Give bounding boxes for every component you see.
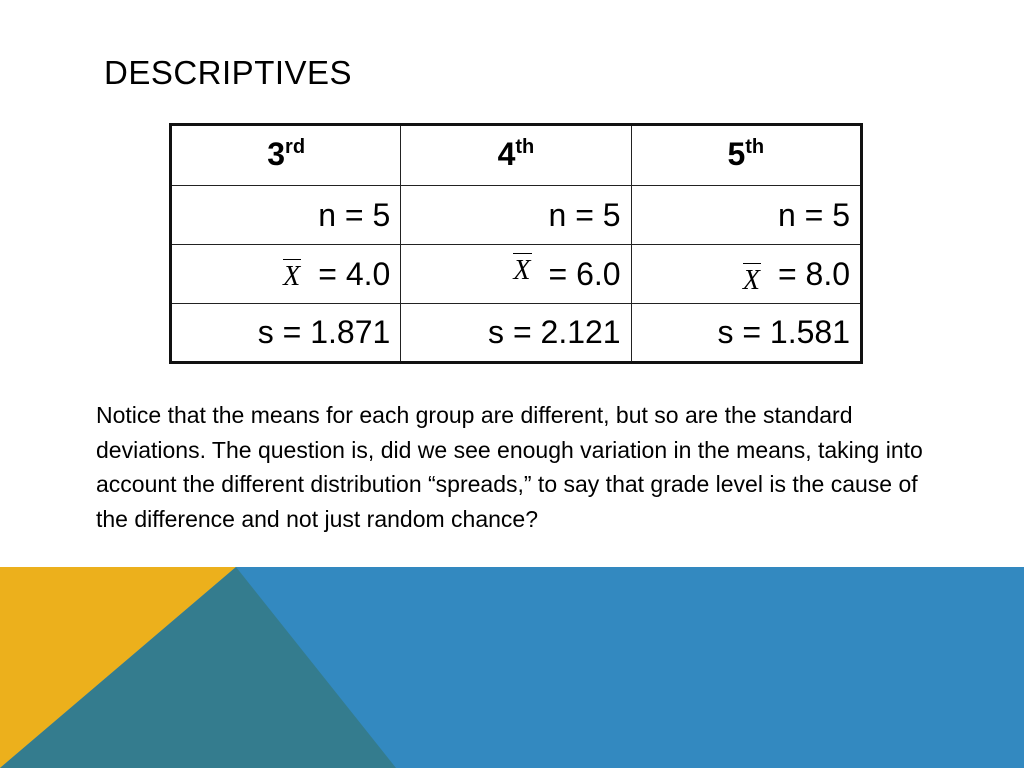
table-row-sd	[171, 304, 862, 363]
mean-symbol: X	[283, 260, 301, 292]
n-cell: n = 5	[631, 186, 861, 245]
sd-cell: s = 2.121	[401, 304, 631, 363]
mean-cell	[401, 245, 631, 304]
mean-value: = 6.0	[548, 255, 621, 292]
mean-value: = 8.0	[777, 255, 850, 292]
header-cell-4th: 4th	[401, 125, 631, 186]
mean-symbol: X	[742, 264, 760, 296]
descriptives-table	[169, 123, 863, 364]
mean-value: = 4.0	[318, 255, 391, 292]
table-row-mean	[171, 245, 862, 304]
mean-symbol: X	[513, 254, 531, 286]
mean-cell	[171, 245, 401, 304]
n-cell: n = 5	[401, 186, 631, 245]
header-cell-3rd: 3rd	[171, 125, 401, 186]
body-paragraph: Notice that the means for each group are different, but so are the standard deviations. The question is, did we see enough variation in the means, taking into account the different distribution “spreads,” to say that grade level is the cause of the difference and not just random chance?	[96, 402, 923, 532]
n-cell: n = 5	[171, 186, 401, 245]
mean-cell	[631, 245, 861, 304]
header-cell-5th: 5th	[631, 125, 861, 186]
table-header-row	[171, 125, 862, 186]
sd-cell: s = 1.871	[171, 304, 401, 363]
table-row-n	[171, 186, 862, 245]
decorative-shapes	[0, 567, 1024, 768]
sd-cell: s = 1.581	[631, 304, 861, 363]
slide-title: DESCRIPTIVES	[104, 54, 353, 91]
